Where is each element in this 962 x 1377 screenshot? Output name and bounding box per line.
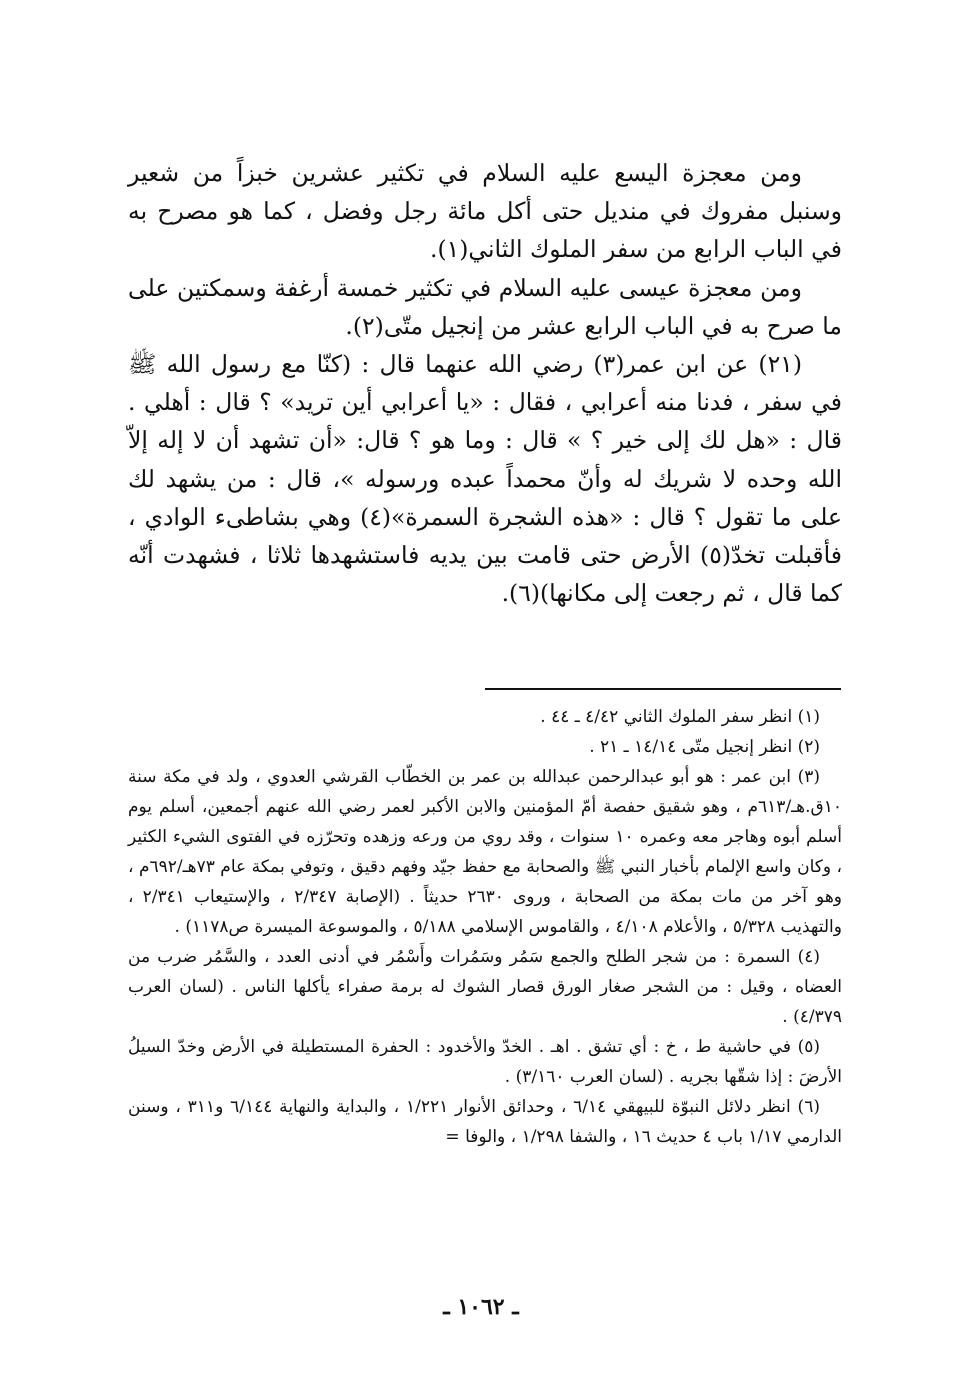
footnote-4: (٤) السمرة : من شجر الطلح والجمع سَمُر وسَمُرات وأَسْمُر في أدنى العدد ، والسَّمُر ضرب من العضاه ، وقيل : من الشجر صغار الورق قصار الشوك له برمة صفراء يأكلها الناس . (لسان العرب ٤/٣٧٩) . <box>128 947 842 1027</box>
paragraph-jesus-miracle: ومن معجزة عيسى عليه السلام في تكثير خمسة أرغفة وسمكتين على ما صرح به في الباب الرابع عشر من إنجيل متّى(٢). <box>128 273 842 340</box>
paragraph-hadith-21: (٢١) عن ابن عمر(٣) رضي الله عنهما قال : (كنّا مع رسول الله ﷺ في سفر ، فدنا منه أعرابي ، فقال : «يا أعرابي أين تريد» ؟ قال : أهلي . قال : «هل لك إلى خير ؟ » قال : وما هو ؟ قال: «أن تشهد أن لا إله إلاّ الله وحده لا شريك له وأنّ محمداً عبده ورسوله »، قال : من يشهد لك على ما تقول ؟ قال : «هذه الشجرة السمرة»(٤) وهي بشاطىء الوادي ، فأقبلت تخدّ(٥) الأرض حتى قامت بين يديه فاستشهدها ثلاثا ، فشهدت أنّه كما قال ، ثم رجعت إلى مكانها)(٦). <box>128 350 843 608</box>
main-text <box>128 154 842 612</box>
footnotes <box>128 702 842 1152</box>
footnote-6: (٦) انظر دلائل النبوّة للبيهقي ٦/١٤ ، وحدائق الأنوار ١/٢٢١ ، والبداية والنهاية ٦/١٤٤ و٣١١ ، وسنن الدارمي ١/١٧ باب ٤ حديث ١٦ ، والشفا ١/٢٩٨ ، والوفا = <box>128 1097 842 1147</box>
footnote-1: (١) انظر سفر الملوك الثاني ٤/٤٢ ـ ٤٤ . <box>540 707 820 727</box>
footnote-separator <box>485 688 841 690</box>
footnote-3: (٣) ابن عمر : هو أبو عبدالرحمن عبدالله بن عمر بن الخطّاب القرشي العدوي ، ولد في مكة سنة ١٠ق.هـ/٦١٣م ، وهو شقيق حفصة أمّ المؤمنين والابن الأكبر لعمر رضي الله عنهم أجمعين، أسلم يوم أسلم أبوه وهاجر معه وعمره ١٠ سنوات ، وقد روي من ورعه وزهده وتحرّزه في الفتوى الشيء الكثير ، وكان واسع الإلمام بأخبار النبي ﷺ والصحابة مع حفظ جيّد وفهم دقيق ، وتوفي بمكة عام ٧٣هـ/٦٩٢م ، وهو آخر من مات بمكة من الصحابة ، وروى ٢٦٣٠ حديثاً . (الإصابة ٢/٣٤٧ ، والإستيعاب ٢/٣٤١ ، والتهذيب ٥/٣٢٨ ، والأعلام ٤/١٠٨ ، والقاموس الإسلامي ٥/١٨٨ ، والموسوعة الميسرة ص١١٧٨) . <box>128 767 843 937</box>
page-number: ـ ١٠٦٢ ـ <box>443 1294 519 1320</box>
footnote-2: (٢) انظر إنجيل متّى ١٤/١٤ ـ ٢١ . <box>589 737 820 757</box>
paragraph-elisha-miracle: ومن معجزة اليسع عليه السلام في تكثير عشرين خبزاً من شعير وسنبل مفروك في منديل حتى أكل مائة رجل وفضل ، كما هو مصرح به في الباب الرابع من سفر الملوك الثاني(١). <box>128 159 842 264</box>
footnote-5: (٥) في حاشية ط ، خ : أي تشق . اهـ . الخدّ والأخدود : الحفرة المستطيلة في الأرض وخدّ السيلُ الأرضَ : إذا شقّها بجريه . (لسان العرب ٣/١٦٠) . <box>128 1037 842 1087</box>
